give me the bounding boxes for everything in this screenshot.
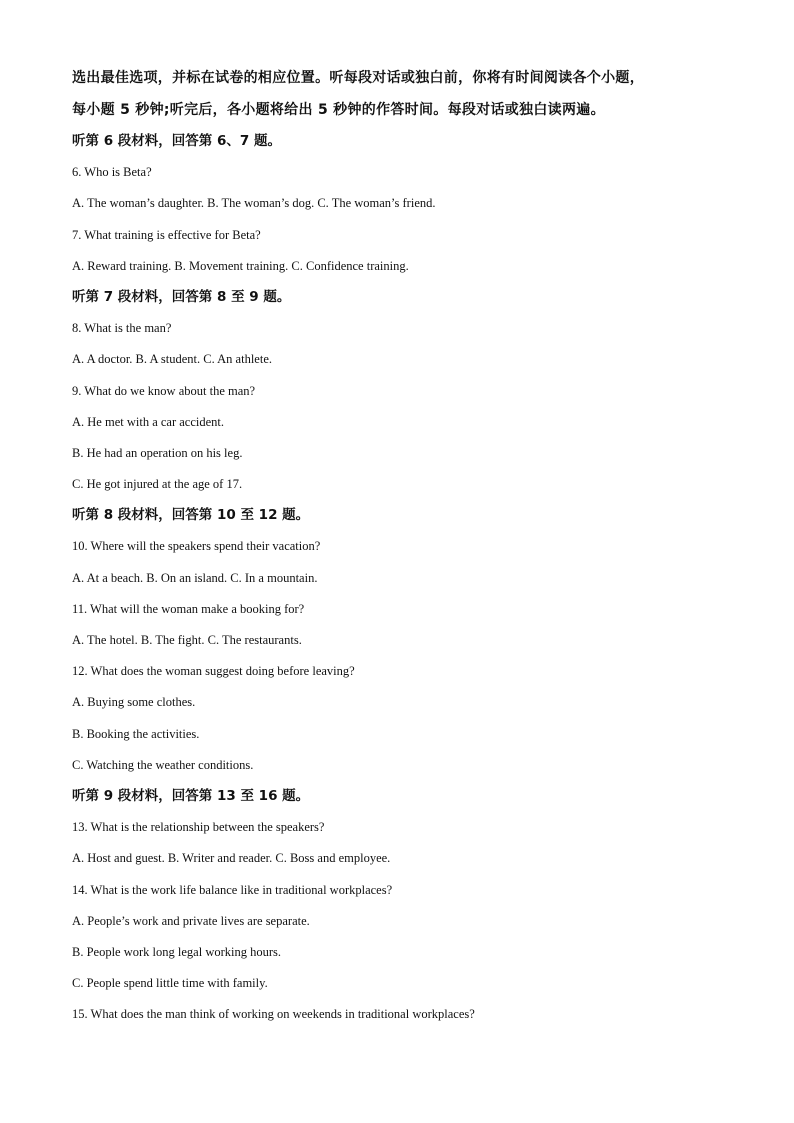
answer-option: C. Watching the weather conditions. — [72, 757, 254, 772]
answer-option: B. People work long legal working hours. — [72, 944, 282, 959]
instructions-line-1: 选出最佳选项，并标在试卷的相应位置。听每段对话或独白前，你将有时间阅读各个小题， — [72, 70, 644, 86]
question-stem: 9. What do we know about the man? — [72, 383, 256, 398]
question-stem: 10. Where will the speakers spend their vacation? — [72, 539, 321, 554]
instructions-line-2: 每小题 5 秒钟;听完后，各小题将给出 5 秒钟的作答时间。每段对话或独白读两遍。 — [72, 102, 605, 118]
question-sections — [72, 126, 732, 1030]
answer-option: A. Reward training. B. Movement training. C. Confidence training. — [72, 258, 409, 273]
instructions — [72, 62, 732, 126]
question-stem: 15. What does the man think of working on weekends in traditional workplaces? — [72, 1007, 475, 1022]
answer-option: A. Host and guest. B. Writer and reader. C. Boss and employee. — [72, 851, 391, 866]
question-stem: 13. What is the relationship between the speakers? — [72, 820, 325, 835]
question-stem: 11. What will the woman make a booking for? — [72, 601, 305, 616]
answer-option: A. The hotel. B. The fight. C. The restaurants. — [72, 633, 302, 647]
answer-option: A. A doctor. B. A student. C. An athlete. — [72, 352, 272, 367]
answer-option: A. At a beach. B. On an island. C. In a mountain. — [72, 570, 318, 585]
answer-option: A. The woman’s daughter. B. The woman’s dog. C. The woman’s friend. — [72, 196, 436, 211]
answer-option: B. He had an operation on his leg. — [72, 445, 243, 460]
question-stem: 12. What does the woman suggest doing before leaving? — [72, 664, 355, 679]
answer-option: B. Booking the activities. — [72, 726, 200, 741]
answer-option: A. People’s work and private lives are separate. — [72, 913, 310, 928]
answer-option: A. He met with a car accident. — [72, 414, 225, 429]
answer-option: C. He got injured at the age of 17. — [72, 477, 243, 492]
section-heading: 听第 8 段材料，回答第 10 至 12 题。 — [72, 507, 310, 524]
exam-page — [72, 62, 732, 1030]
question-stem: 6. Who is Beta? — [72, 165, 152, 180]
section-heading: 听第 6 段材料，回答第 6、7 题。 — [72, 133, 281, 149]
question-stem: 7. What training is effective for Beta? — [72, 227, 261, 242]
answer-option: A. Buying some clothes. — [72, 695, 196, 710]
question-stem: 14. What is the work life balance like in traditional workplaces? — [72, 882, 393, 897]
question-stem: 8. What is the man? — [72, 321, 172, 336]
section-heading: 听第 7 段材料，回答第 8 至 9 题。 — [72, 288, 291, 305]
answer-option: C. People spend little time with family. — [72, 976, 268, 991]
section-heading: 听第 9 段材料，回答第 13 至 16 题。 — [72, 787, 310, 804]
